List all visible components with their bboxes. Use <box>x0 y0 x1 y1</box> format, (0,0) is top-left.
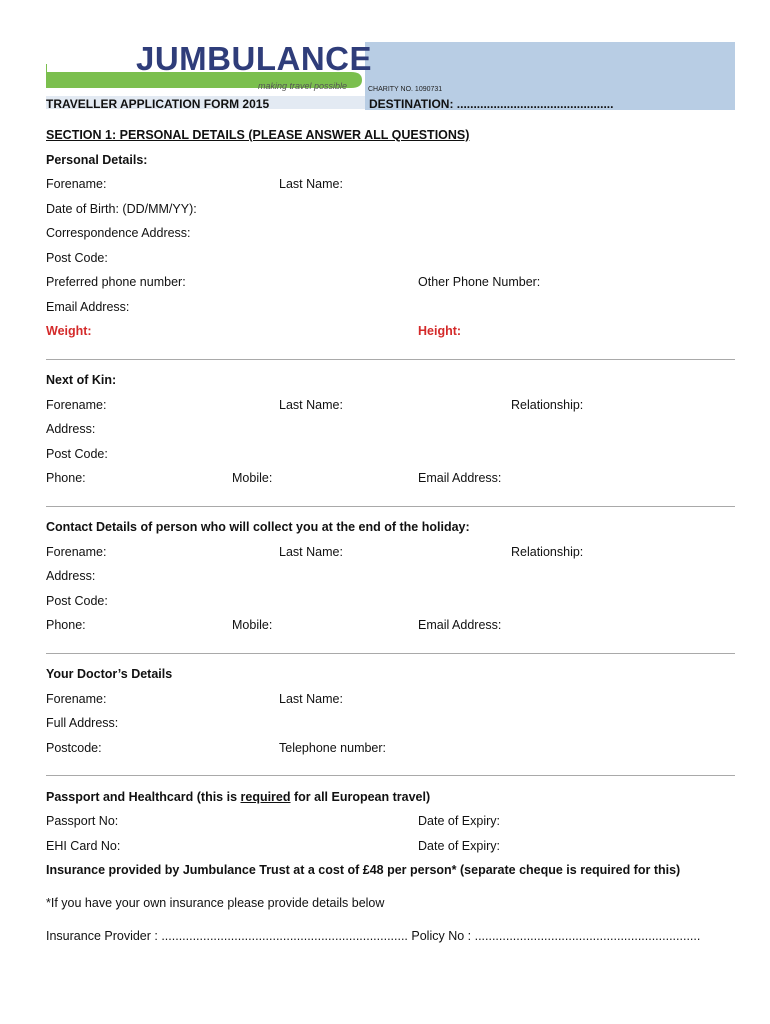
forename-field[interactable]: Forename: <box>46 177 107 191</box>
doctor-forename-field[interactable]: Forename: <box>46 692 107 706</box>
preferred-phone-field[interactable]: Preferred phone number: <box>46 275 186 289</box>
divider <box>46 359 735 360</box>
collector-phone-field[interactable]: Phone: <box>46 618 86 632</box>
collector-address-field[interactable]: Address: <box>46 569 96 583</box>
logo-tagline: making travel possible <box>258 81 348 91</box>
passport-no-field[interactable]: Passport No: <box>46 814 119 828</box>
section-title: SECTION 1: PERSONAL DETAILS (PLEASE ANSWER ALL QUESTIONS) <box>46 128 470 142</box>
kin-mobile-field[interactable]: Mobile: <box>232 471 273 485</box>
personal-details-heading: Personal Details: <box>46 153 148 167</box>
collector-heading: Contact Details of person who will collect you at the end of the holiday: <box>46 520 470 534</box>
doctor-last-name-field[interactable]: Last Name: <box>279 692 343 706</box>
doctor-postcode-field[interactable]: Postcode: <box>46 741 102 755</box>
kin-address-field[interactable]: Address: <box>46 422 96 436</box>
other-phone-field[interactable]: Other Phone Number: <box>418 275 541 289</box>
address-field[interactable]: Correspondence Address: <box>46 226 191 240</box>
collector-mobile-field[interactable]: Mobile: <box>232 618 273 632</box>
logo-text: JUMBULANCE <box>136 40 372 77</box>
divider <box>46 775 735 776</box>
kin-last-name-field[interactable]: Last Name: <box>279 398 343 412</box>
collector-post-code-field[interactable]: Post Code: <box>46 594 108 608</box>
collector-last-name-field[interactable]: Last Name: <box>279 545 343 559</box>
weight-field[interactable]: Weight: <box>46 324 92 338</box>
post-code-field[interactable]: Post Code: <box>46 251 108 265</box>
height-field[interactable]: Height: <box>418 324 462 338</box>
passport-heading <box>46 790 430 804</box>
ehi-card-field[interactable]: EHI Card No: <box>46 839 121 853</box>
kin-email-field[interactable]: Email Address: <box>418 471 502 485</box>
kin-forename-field[interactable]: Forename: <box>46 398 107 412</box>
insurance-note: Insurance provided by Jumbulance Trust at a cost of £48 per person* (separate cheque is required for this) <box>46 863 681 877</box>
destination-field[interactable]: DESTINATION: ............................................... <box>369 97 614 111</box>
passport-heading-required: required <box>240 790 291 804</box>
dob-field[interactable]: Date of Birth: (DD/MM/YY): <box>46 202 197 216</box>
kin-post-code-field[interactable]: Post Code: <box>46 447 108 461</box>
ehi-expiry-field[interactable]: Date of Expiry: <box>418 839 500 853</box>
doctor-heading: Your Doctor’s Details <box>46 667 173 681</box>
email-field[interactable]: Email Address: <box>46 300 130 314</box>
own-insurance-note: *If you have your own insurance please provide details below <box>46 896 385 910</box>
doctor-address-field[interactable]: Full Address: <box>46 716 119 730</box>
passport-expiry-field[interactable]: Date of Expiry: <box>418 814 500 828</box>
last-name-field[interactable]: Last Name: <box>279 177 343 191</box>
collector-forename-field[interactable]: Forename: <box>46 545 107 559</box>
passport-heading-text: Passport and Healthcard (this is <box>46 790 241 804</box>
divider <box>46 506 735 507</box>
divider <box>46 653 735 654</box>
kin-phone-field[interactable]: Phone: <box>46 471 86 485</box>
insurance-provider-field[interactable]: Insurance Provider : ....................................................................... Policy No : ................................................................. <box>46 929 701 943</box>
form-title: TRAVELLER APPLICATION FORM 2015 <box>46 97 270 111</box>
passport-heading-text: for all European travel) <box>290 790 431 804</box>
charity-number: CHARITY NO. 1090731 <box>368 86 443 93</box>
doctor-telephone-field[interactable]: Telephone number: <box>279 741 387 755</box>
next-of-kin-heading: Next of Kin: <box>46 373 117 387</box>
collector-relationship-field[interactable]: Relationship: <box>511 545 584 559</box>
kin-relationship-field[interactable]: Relationship: <box>511 398 584 412</box>
collector-email-field[interactable]: Email Address: <box>418 618 502 632</box>
